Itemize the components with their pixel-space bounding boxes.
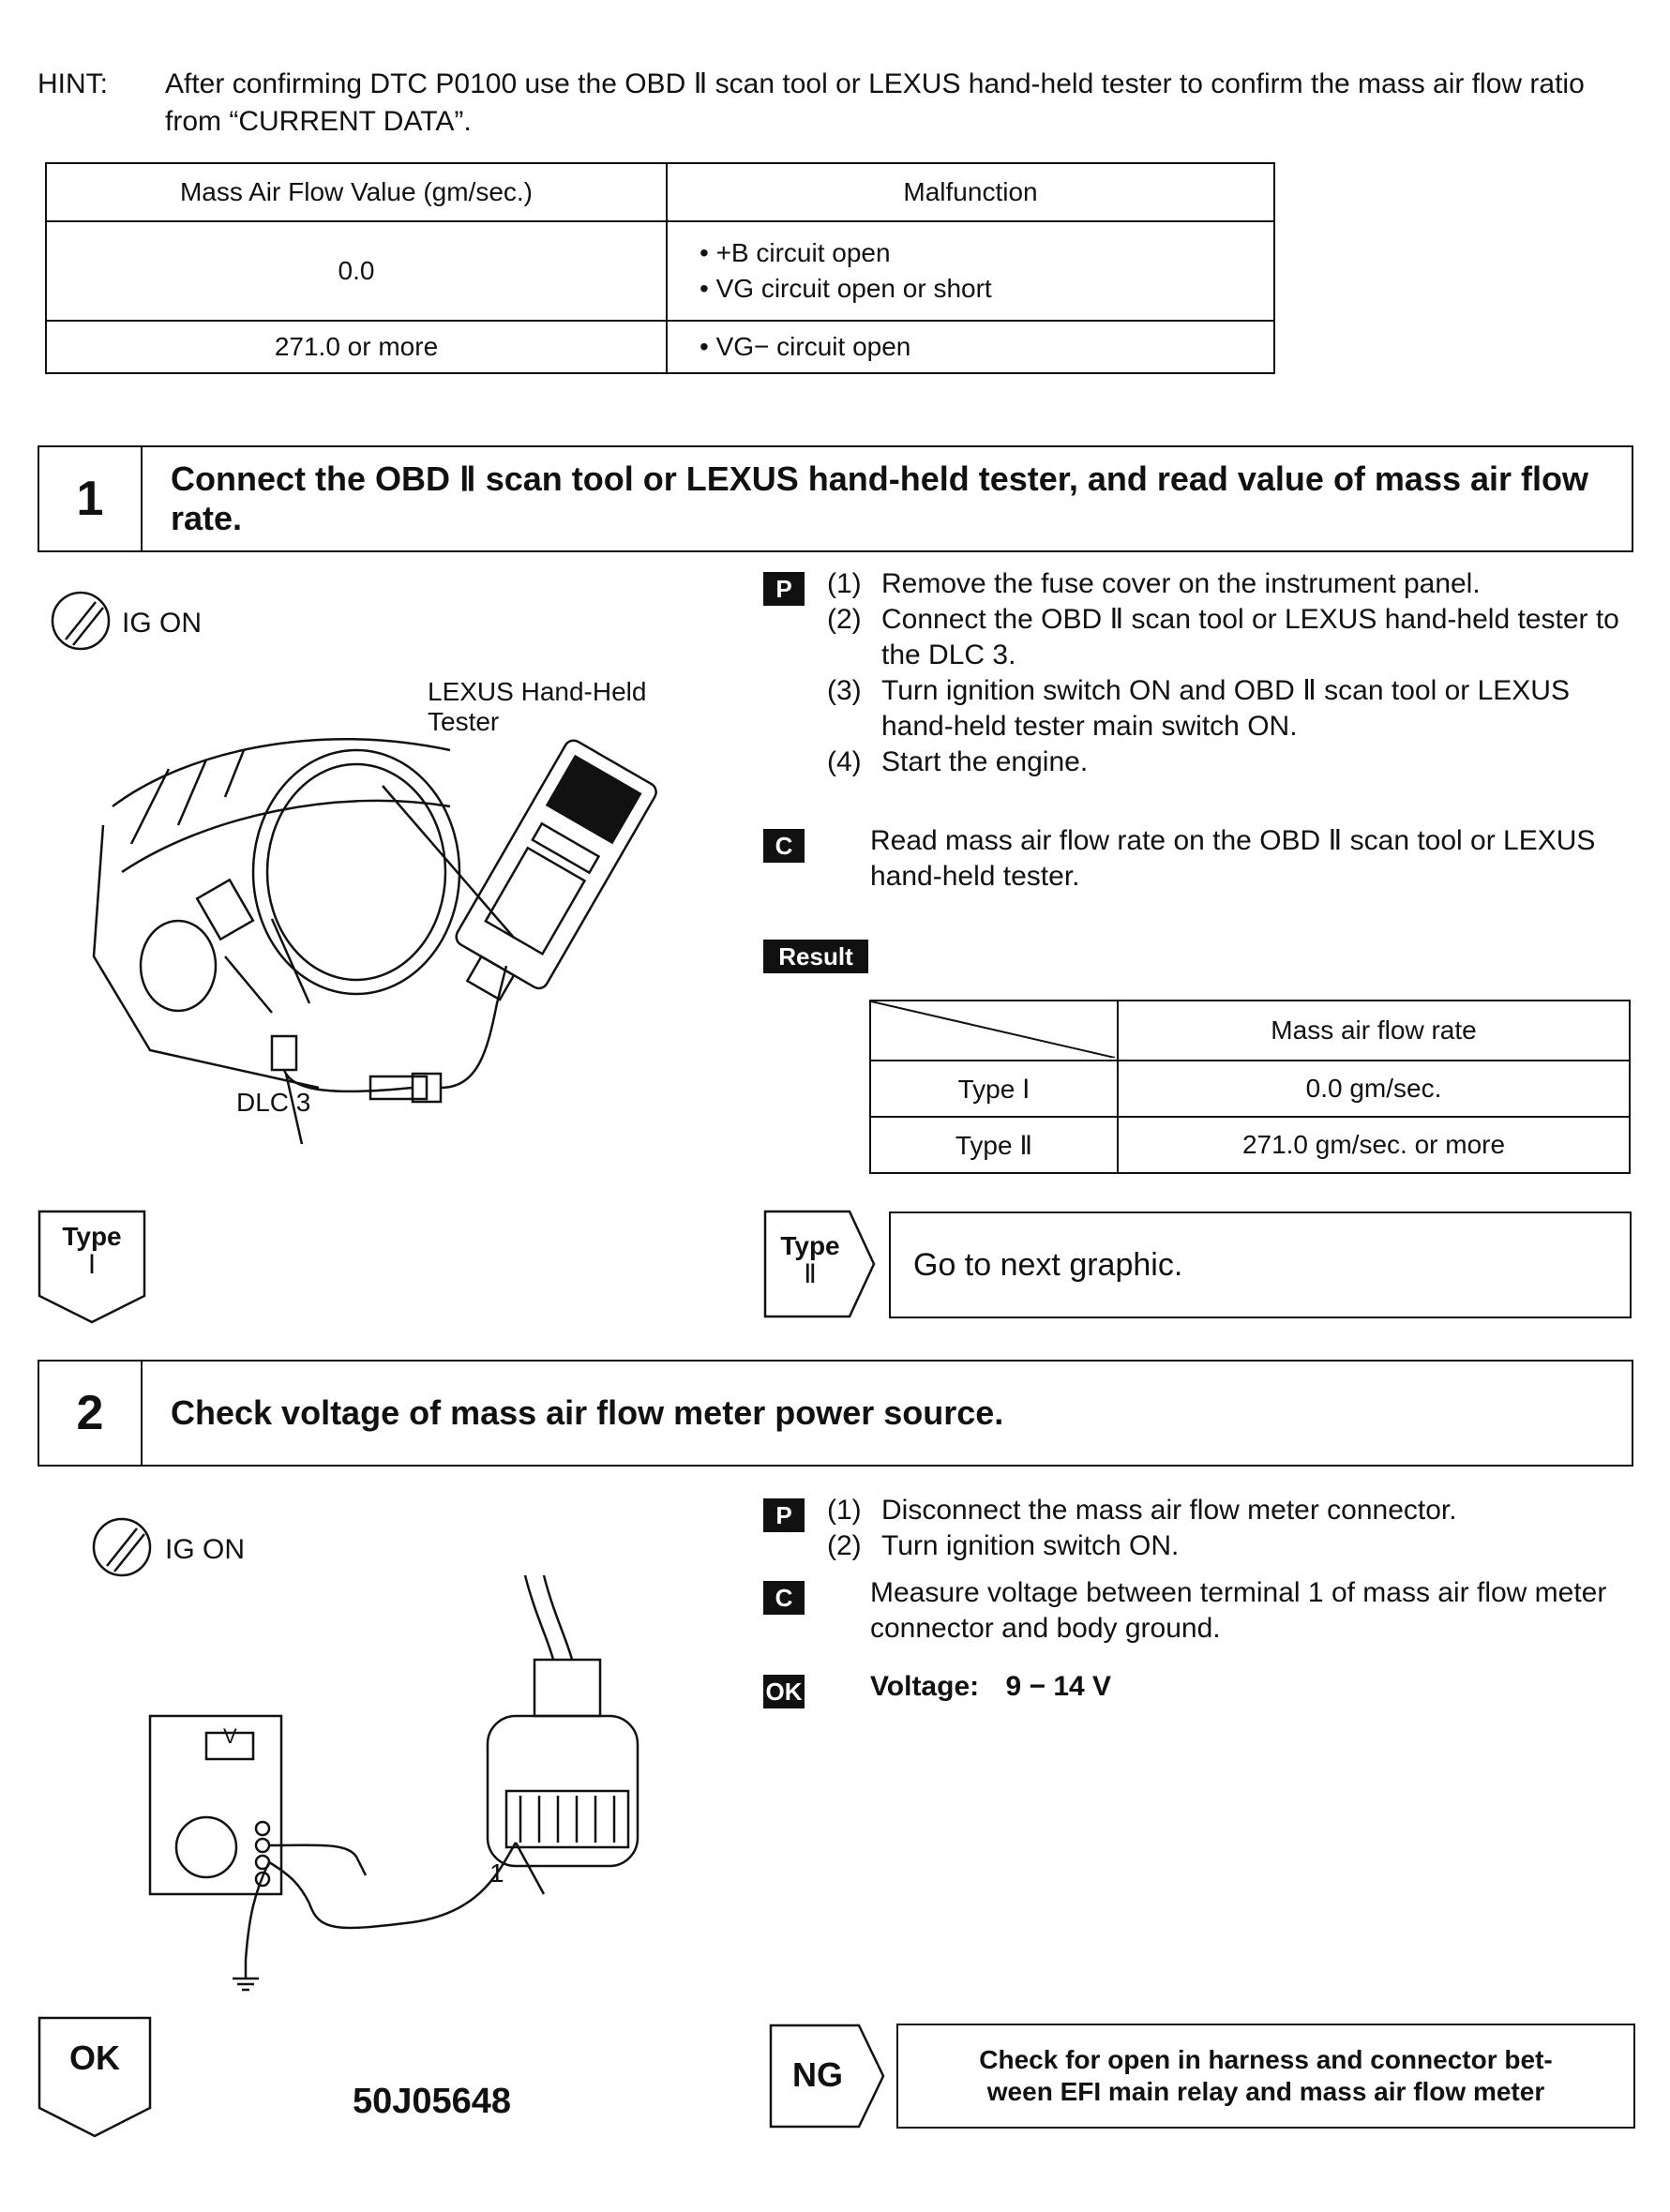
step-index: (2) xyxy=(827,1530,862,1561)
hint-label: HINT: xyxy=(38,68,108,99)
hint-text: After confirming DTC P0100 use the OBD Ⅱ scan tool or LEXUS hand-held tester to confirm the mass air flow ratio from “CURRENT DATA”. xyxy=(165,68,1585,137)
table-cell-value: 0.0 xyxy=(46,221,667,321)
malfunction-item: • +B circuit open xyxy=(700,238,891,267)
step-text: Turn ignition switch ON. xyxy=(881,1530,1180,1561)
list-item xyxy=(827,566,1633,602)
table-header-cell: Malfunction xyxy=(667,163,1274,221)
ok-tag: OK xyxy=(69,2039,120,2077)
check-badge: C xyxy=(763,1581,805,1615)
step-number: 1 xyxy=(39,447,143,550)
table-header-row xyxy=(46,163,1274,221)
table-cell-type: Type Ⅱ xyxy=(870,1117,1118,1173)
list-item xyxy=(827,673,1633,745)
malfunction-item: • VG− circuit open xyxy=(700,332,911,361)
step-text: Disconnect the mass air flow meter connector. xyxy=(881,1495,1457,1526)
step-text: Connect the OBD Ⅱ scan tool or LEXUS hand-held tester to the DLC 3. xyxy=(881,604,1619,670)
prep-badge: P xyxy=(763,1498,805,1532)
ng-action-line: ween EFI main relay and mass air flow meter xyxy=(986,2077,1545,2106)
scan-tool-connection-illustration xyxy=(38,563,750,1144)
table-corner-cell xyxy=(870,1001,1118,1061)
ok-badge: OK xyxy=(763,1675,805,1708)
check-badge: C xyxy=(763,829,805,863)
voltage-spec xyxy=(870,1669,1111,1705)
type-2-action: Go to next graphic. xyxy=(889,1211,1632,1318)
table-row xyxy=(46,321,1274,373)
table-header-row xyxy=(870,1001,1630,1061)
table-row xyxy=(46,221,1274,321)
tag-numeral: Ⅰ xyxy=(87,1250,97,1279)
ng-action-line: Check for open in harness and connector bet- xyxy=(979,2045,1553,2074)
diagonal-divider xyxy=(871,1001,1115,1058)
list-item xyxy=(827,602,1633,673)
step-number: 2 xyxy=(39,1362,143,1465)
step-index: (2) xyxy=(827,604,862,635)
table-row xyxy=(870,1061,1630,1117)
table-header-cell: Mass air flow rate xyxy=(1118,1001,1630,1061)
tag-word: Type xyxy=(780,1231,840,1260)
step-index: (4) xyxy=(827,746,862,777)
result-badge: Result xyxy=(763,940,868,973)
table-cell-value: 0.0 gm/sec. xyxy=(1118,1061,1630,1117)
prep-badge: P xyxy=(763,572,805,606)
tester-label: Tester xyxy=(428,707,500,736)
spec-value: 9 − 14 V xyxy=(1005,1671,1112,1702)
table-row xyxy=(870,1117,1630,1173)
table-cell-malfunction xyxy=(667,221,1274,321)
tag-word: Type xyxy=(62,1222,122,1251)
list-item xyxy=(827,1493,1633,1528)
step-index: (1) xyxy=(827,1495,862,1526)
check-text: Read mass air flow rate on the OBD Ⅱ scan tool or LEXUS hand-held tester. xyxy=(870,825,1596,892)
list-item xyxy=(827,1528,1633,1564)
step-text: Remove the fuse cover on the instrument panel. xyxy=(881,568,1481,599)
table-cell-type: Type Ⅰ xyxy=(870,1061,1118,1117)
step-1-header xyxy=(38,445,1633,552)
check-text: Measure voltage between terminal 1 of mass air flow meter connector and body ground. xyxy=(870,1577,1607,1644)
step-2-header xyxy=(38,1360,1633,1467)
type-2-tag xyxy=(763,1232,857,1288)
prep-steps xyxy=(827,1493,1633,1564)
ig-on-label: IG ON xyxy=(122,608,203,639)
step-title: Connect the OBD Ⅱ scan tool or LEXUS hand-held tester, and read value of mass air flow rate. xyxy=(171,459,1589,537)
step-index: (1) xyxy=(827,568,862,599)
table-cell-value: 271.0 gm/sec. or more xyxy=(1118,1117,1630,1173)
dlc-label: DLC 3 xyxy=(236,1088,311,1117)
voltage-measurement-illustration xyxy=(38,1482,750,2007)
terminal-label: 1 xyxy=(489,1858,504,1888)
ng-tag: NG xyxy=(792,2055,843,2094)
figure-code: 50J05648 xyxy=(353,2082,512,2121)
mass-air-flow-table xyxy=(45,162,1275,374)
result-table xyxy=(869,1000,1631,1174)
step-text: Turn ignition switch ON and OBD Ⅱ scan tool or LEXUS hand-held tester main switch ON. xyxy=(881,675,1570,742)
type-1-tag xyxy=(38,1223,146,1279)
list-item xyxy=(827,745,1633,780)
ig-on-label: IG ON xyxy=(165,1534,246,1565)
prep-steps xyxy=(827,566,1633,780)
malfunction-item: • VG circuit open or short xyxy=(700,274,992,303)
step-text: Start the engine. xyxy=(881,746,1089,777)
ng-action xyxy=(896,2024,1635,2129)
table-header-cell: Mass Air Flow Value (gm/sec.) xyxy=(46,163,667,221)
meter-label: V xyxy=(223,1724,237,1748)
step-title: Check voltage of mass air flow meter power source. xyxy=(171,1393,1004,1432)
tag-numeral: Ⅱ xyxy=(804,1259,817,1288)
table-cell-malfunction xyxy=(667,321,1274,373)
spec-label: Voltage: xyxy=(870,1671,980,1702)
step-index: (3) xyxy=(827,675,862,706)
tester-label: LEXUS Hand-Held xyxy=(428,677,647,706)
table-cell-value: 271.0 or more xyxy=(46,321,667,373)
